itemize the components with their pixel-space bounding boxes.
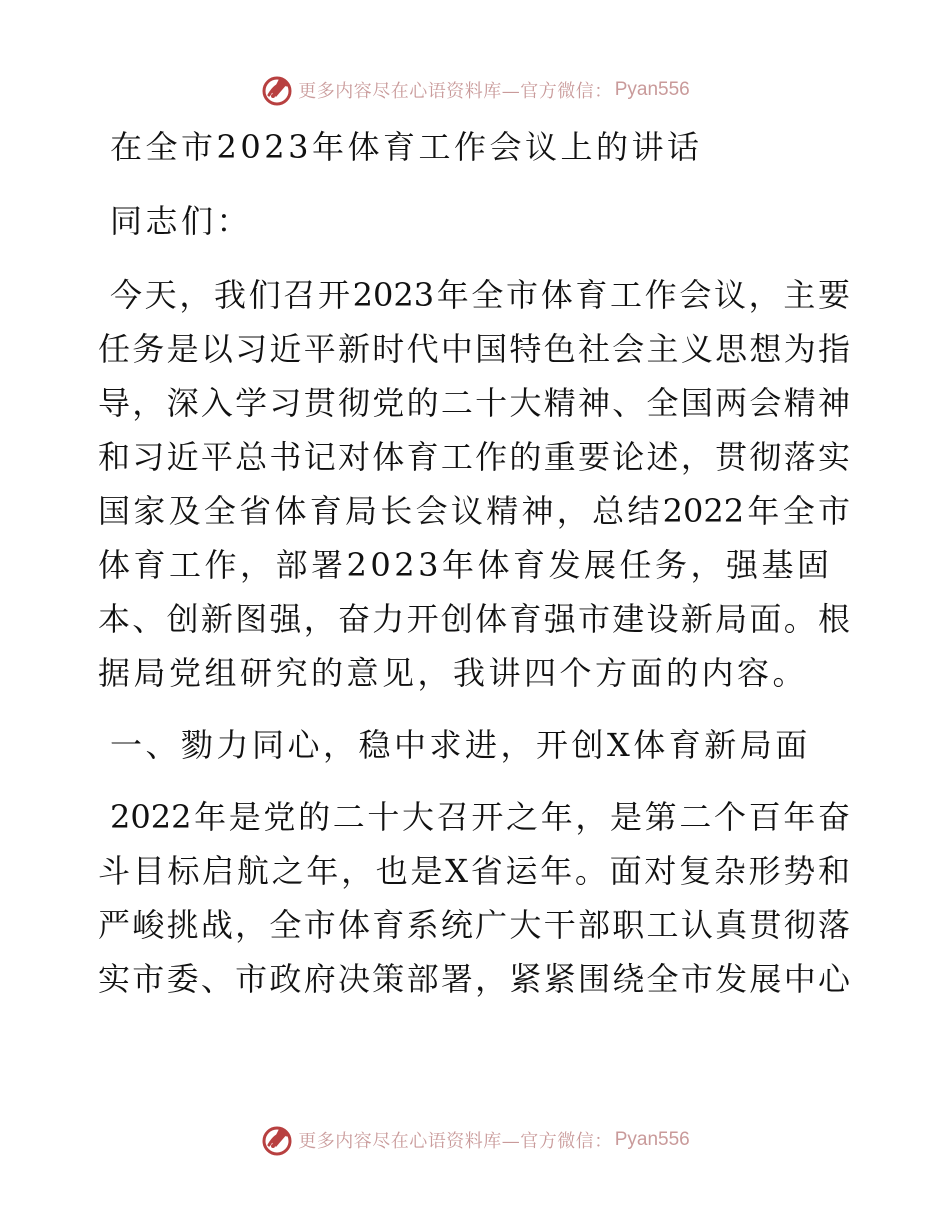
document-body [98,120,850,1006]
paragraph-2 [98,790,850,1006]
watermark-text: 更多内容尽在心语资料库—官方微信： [298,1131,613,1152]
paragraph-line: 据局党组研究的意见，我讲四个方面的内容。 [98,654,809,692]
paragraph-line: 国家及全省体育局长会议精神，总结2022年全市 [98,492,850,530]
watermark-text: 更多内容尽在心语资料库—官方微信： [298,81,613,102]
paragraph-line: 严峻挑战，全市体育系统广大干部职工认真贯彻落 [98,906,850,944]
paragraph-line: 2022年是党的二十大召开之年，是第二个百年奋 [110,798,850,836]
paragraph-1 [98,268,850,700]
paragraph-line: 本、创新图强，奋力开创体育强市建设新局面。根 [98,600,850,638]
paragraph-line: 实市委、市政府决策部署，紧紧围绕全市发展中心 [98,960,850,998]
paragraph-line: 和习近平总书记对体育工作的重要论述，贯彻落实 [98,438,850,476]
section-heading: 一、勠力同心，稳中求进，开创X体育新局面 [110,726,811,764]
paragraph-line: 斗目标启航之年，也是X省运年。面对复杂形势和 [98,852,850,890]
watermark-handle: Pyan556 [614,79,690,100]
watermark-banner-bottom [0,1120,950,1160]
document-title: 在全市2023年体育工作会议上的讲话 [110,128,703,166]
watermark-handle: Pyan556 [614,1129,690,1150]
seal-pen-icon [260,73,294,107]
seal-pen-icon [260,1123,294,1157]
salutation: 同志们： [110,202,253,240]
paragraph-line: 今天，我们召开2023年全市体育工作会议，主要 [110,276,850,314]
paragraph-line: 任务是以习近平新时代中国特色社会主义思想为指 [98,330,850,368]
paragraph-line: 体育工作，部署2023年体育发展任务，强基固 [98,546,833,584]
watermark-banner-top [0,70,950,110]
paragraph-line: 导，深入学习贯彻党的二十大精神、全国两会精神 [98,384,850,422]
